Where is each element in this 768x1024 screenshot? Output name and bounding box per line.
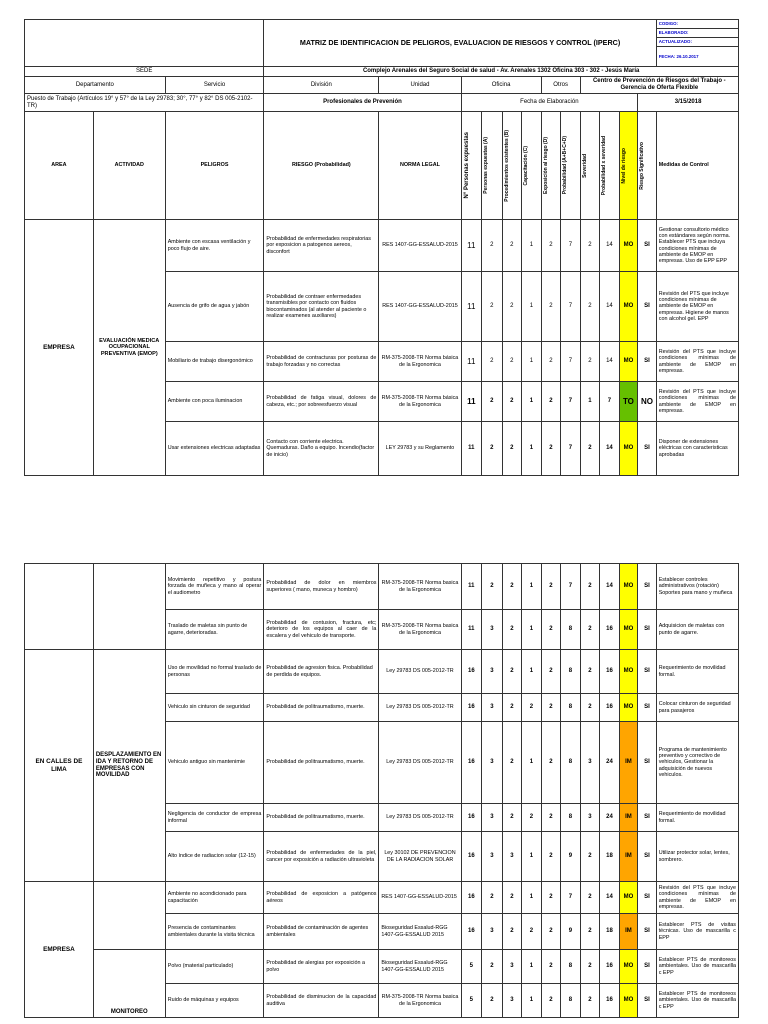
personas-cell: 11: [461, 422, 482, 476]
medidas-cell: Gestionar consultorio médico con estándares según norma. Establecer PTS que incluya condiciones mínimas de ambiente de EMOP en empresas. Uso de EPP EPP: [656, 220, 738, 272]
prob-sev-cell: 16: [600, 610, 620, 650]
riesgo-cell: Probabilidad de contraer enfermedades transmisibles por contacto con fluidos biocontaminados (al atender al paciente o realizar examenes auxiliares): [264, 272, 379, 342]
personas-cell: 16: [461, 722, 482, 804]
departamento-label: Departamento: [25, 77, 166, 94]
medidas-cell: Requerimiento de movilidad formal.: [656, 650, 738, 694]
c-cell: 1: [522, 984, 542, 1018]
table-row: [25, 564, 739, 610]
probabilidad-cell: 7: [561, 220, 581, 272]
severidad-cell: 2: [580, 422, 600, 476]
personas-cell: 11: [461, 382, 482, 422]
d-cell: 2: [541, 694, 561, 722]
nivel-cell: MO: [619, 984, 637, 1018]
norma-cell: RM-375-2008-TR Norma basica de la Ergonomica: [379, 610, 461, 650]
d-cell: 2: [541, 950, 561, 984]
nivel-cell: MO: [619, 694, 637, 722]
peligro-cell: Ausencia de grifo de agua y jabón: [165, 272, 264, 342]
severidad-cell: 2: [580, 564, 600, 610]
c-cell: 1: [522, 832, 542, 882]
a-cell: 2: [482, 882, 503, 914]
a-cell: 3: [482, 722, 503, 804]
severidad-cell: 2: [580, 342, 600, 382]
d-cell: 2: [541, 610, 561, 650]
riesgo-cell: Probabilidad de contracturas por posturas de trabajo forzadas y no correctas: [264, 342, 379, 382]
area-empresa: EMPRESA: [25, 220, 94, 476]
nivel-cell: TO: [619, 382, 637, 422]
significativo-cell: SI: [638, 804, 656, 832]
b-cell: 2: [502, 564, 522, 610]
fecha-elaboracion-value: 3/15/2018: [638, 94, 739, 112]
peligro-cell: Ambiente con escasa ventilación y poco flujo de aire.: [165, 220, 264, 272]
a-cell: 2: [482, 342, 503, 382]
a-cell: 2: [482, 564, 503, 610]
area-blank: [25, 564, 94, 650]
prob-sev-cell: 14: [600, 342, 620, 382]
peligro-cell: Presencia de contaminantes ambientales durante la visita técnica: [165, 914, 264, 950]
c-cell: 1: [522, 564, 542, 610]
medidas-cell: Adquisicion de maletas con punto de agarre.: [656, 610, 738, 650]
riesgo-cell: Probabilidad de enfermedades de la piel, cancer por exposición a radiación ultravioleta: [264, 832, 379, 882]
fecha-elaboracion-label: Fecha de Elaboración: [461, 94, 638, 112]
table-row: [25, 220, 739, 272]
b-cell: 3: [502, 984, 522, 1018]
a-cell: 3: [482, 650, 503, 694]
c-cell: 2: [522, 694, 542, 722]
c-cell: 1: [522, 610, 542, 650]
probabilidad-cell: 7: [561, 342, 581, 382]
c-cell: 1: [522, 220, 542, 272]
actividad-emop: EVALUACIÓN MEDICA OCUPACIONAL PREVENTIVA (EMOP): [93, 220, 165, 476]
personas-cell: 5: [461, 950, 482, 984]
a-cell: 2: [482, 382, 503, 422]
area-en-calles-de-lima: EN CALLES DE LIMA: [25, 650, 94, 882]
c-cell: 2: [522, 804, 542, 832]
c-cell: 1: [522, 950, 542, 984]
medidas-cell: Establecer PTS de monitoreos ambientales. Uso de mascarilla c EPP: [656, 984, 738, 1018]
otros-label: Otros: [541, 77, 580, 94]
severidad-cell: 3: [580, 722, 600, 804]
severidad-cell: 2: [580, 914, 600, 950]
servicio-label: Servicio: [165, 77, 264, 94]
norma-cell: LEY 29783 y su Reglamento: [379, 422, 461, 476]
col-personas-a: Personas expuestas (A): [483, 137, 490, 194]
col-riesgo-significativo: Riesgo Significativo: [639, 141, 646, 190]
puesto-label: Puesto de Trabajo (Artículos 19° y 57° de la Ley 29783; 30°, 77° y 82° DS 005-2102-TR): [25, 94, 264, 112]
significativo-cell: SI: [638, 342, 657, 382]
col-prob-x-sev: Probabilidad x severidad: [601, 135, 608, 196]
riesgo-cell: Probabilidad de fatiga visual, dolores de cabeza, etc.; por sobreesfuerzo visual: [264, 382, 379, 422]
nivel-cell: MO: [619, 882, 637, 914]
riesgo-cell: Contacto con corriente electrica. Quemaduras. Daño a equipo. Incendio(factor de inicio): [264, 422, 379, 476]
probabilidad-cell: 8: [561, 984, 581, 1018]
table-row: [25, 882, 739, 914]
peligro-cell: Polvo (material particulado): [165, 950, 264, 984]
nivel-cell: MO: [619, 342, 637, 382]
nivel-cell: MO: [619, 650, 637, 694]
prob-sev-cell: 14: [600, 220, 620, 272]
norma-cell: RES 1407-GG-ESSALUD-2015: [379, 882, 461, 914]
col-riesgo: RIESGO (Probabilidad): [264, 112, 379, 220]
personas-cell: 11: [461, 272, 482, 342]
probabilidad-cell: 7: [561, 422, 581, 476]
significativo-cell: SI: [638, 722, 656, 804]
riesgo-cell: Probabilidad de politraumatismo, muerte.: [264, 694, 379, 722]
norma-cell: RM-375-2008-TR Norma básica de la Ergonomica: [379, 382, 461, 422]
b-cell: 2: [502, 722, 522, 804]
b-cell: 2: [502, 272, 522, 342]
actividad-blank: [93, 564, 165, 650]
a-cell: 2: [482, 422, 503, 476]
norma-cell: Ley 29783 DS 005-2012-TR: [379, 722, 461, 804]
peligro-cell: Negligencia de conductor de empresa informal: [165, 804, 264, 832]
probabilidad-cell: 7: [561, 882, 581, 914]
table-row: [25, 650, 739, 694]
riesgo-cell: Probabilidad de politraumatismo, muerte.: [264, 722, 379, 804]
col-actividad: ACTIVIDAD: [93, 112, 165, 220]
probabilidad-cell: 7: [561, 272, 581, 342]
significativo-cell: SI: [638, 694, 656, 722]
prob-sev-cell: 24: [600, 804, 620, 832]
severidad-cell: 3: [580, 804, 600, 832]
personas-cell: 11: [461, 342, 482, 382]
peligro-cell: Traslado de maletas sin punto de agarre, deterioradas.: [165, 610, 264, 650]
col-severidad: Severidad: [581, 153, 588, 178]
severidad-cell: 2: [580, 272, 600, 342]
medidas-cell: Utilizar protector solar, lentes, sombrero.: [656, 832, 738, 882]
d-cell: 2: [541, 804, 561, 832]
nivel-cell: IM: [619, 804, 637, 832]
severidad-cell: 1: [580, 382, 600, 422]
peligro-cell: Uso de movilidad no formal traslado de personas: [165, 650, 264, 694]
probabilidad-cell: 8: [561, 650, 581, 694]
peligro-cell: Ambiente no acondicionado para capacitación: [165, 882, 264, 914]
medidas-cell: Establecer PTS de monitoreos ambientales. Uso de mascarilla c EPP: [656, 950, 738, 984]
code-label: CODIGO:: [656, 20, 738, 29]
unidad-label: Unidad: [379, 77, 461, 94]
probabilidad-cell: 8: [561, 722, 581, 804]
personas-cell: 5: [461, 984, 482, 1018]
significativo-cell: SI: [638, 610, 656, 650]
sede-label: SEDE: [25, 67, 264, 77]
peligro-cell: Mobiliario de trabajo disergonómico: [165, 342, 264, 382]
significativo-cell: SI: [638, 272, 657, 342]
a-cell: 2: [482, 272, 503, 342]
b-cell: 2: [502, 804, 522, 832]
c-cell: 1: [522, 722, 542, 804]
probabilidad-cell: 8: [561, 610, 581, 650]
b-cell: 2: [502, 882, 522, 914]
sede-value: Complejo Arenales del Seguro Social de salud - Av. Arenales 1302 Oficina 303 - 302 - Jesús María: [264, 67, 739, 77]
personas-cell: 16: [461, 832, 482, 882]
medidas-cell: Revisión del PTS que incluye condiciones mínimas de ambiente de EMOP en empresas.: [656, 342, 738, 382]
nivel-cell: IM: [619, 722, 637, 804]
d-cell: 2: [541, 722, 561, 804]
personas-cell: 16: [461, 694, 482, 722]
peligro-cell: Vehiculo antiguo sin mantenimie: [165, 722, 264, 804]
b-cell: 2: [502, 694, 522, 722]
riesgo-cell: Probabilidad de politraumatismo, muerte.: [264, 804, 379, 832]
b-cell: 2: [502, 610, 522, 650]
medidas-cell: Disponer de extensiones eléctricas con caracteristicas aprobadas: [656, 422, 738, 476]
a-cell: 3: [482, 610, 503, 650]
riesgo-cell: Probabilidad de alergias por exposición a polvo: [264, 950, 379, 984]
col-probabilidad: Probabilidad (A+B+C+D): [562, 136, 569, 195]
d-cell: 2: [541, 650, 561, 694]
norma-cell: Ley 30102 DE PREVENCION DE LA RADIACION SOLAR: [379, 832, 461, 882]
prob-sev-cell: 24: [600, 722, 620, 804]
prob-sev-cell: 16: [600, 950, 620, 984]
norma-cell: RM-375-2008-TR Norma basica de la Ergonomica: [379, 564, 461, 610]
probabilidad-cell: 8: [561, 804, 581, 832]
d-cell: 2: [541, 914, 561, 950]
severidad-cell: 2: [580, 984, 600, 1018]
medidas-cell: Establecer PTS de visitas técnicas. Uso de mascarilla c EPP: [656, 914, 738, 950]
d-cell: 2: [541, 220, 561, 272]
d-cell: 2: [541, 422, 561, 476]
a-cell: 3: [482, 914, 503, 950]
prob-sev-cell: 14: [600, 564, 620, 610]
riesgo-cell: Probabilidad de contusion, fractura, etc; deterioro de los equipos al caer de la escalera y del vehiculo de transporte.: [264, 610, 379, 650]
col-procedimientos-b: Procedimientos existentes (B): [503, 129, 510, 202]
personas-cell: 11: [461, 610, 482, 650]
col-capacitacion-c: Capacitación (C): [523, 145, 530, 186]
b-cell: 2: [502, 422, 522, 476]
d-cell: 2: [541, 882, 561, 914]
elaborado-label: ELABORADO:: [656, 29, 738, 38]
col-nivel-riesgo: Nivel de riesgo: [620, 147, 627, 184]
actividad-blank-2: [93, 882, 165, 950]
col-exposicion-d: Exposición al riesgo (D): [542, 137, 549, 194]
norma-cell: RM-375-2008-TR Norma basica de la Ergonomica: [379, 984, 461, 1018]
nivel-cell: MO: [619, 950, 637, 984]
actividad-desplazamiento: DESPLAZAMIENTO EN IDA Y RETORNO DE EMPRESAS CON MOVILIDAD: [93, 650, 165, 882]
peligro-cell: Ruido de máquinas y equipos: [165, 984, 264, 1018]
significativo-cell: SI: [638, 220, 657, 272]
area-empresa-2: EMPRESA: [25, 882, 94, 1018]
d-cell: 2: [541, 272, 561, 342]
prob-sev-cell: 18: [600, 832, 620, 882]
severidad-cell: 2: [580, 610, 600, 650]
norma-cell: Bioseguridad Essalud-RGG 1407-GG-ESSALUD 2015: [379, 950, 461, 984]
b-cell: 2: [502, 342, 522, 382]
col-norma: NORMA LEGAL: [379, 112, 461, 220]
norma-cell: Bioseguridad Essalud-RGG 1407-GG-ESSALUD 2015: [379, 914, 461, 950]
d-cell: 2: [541, 342, 561, 382]
a-cell: 2: [482, 984, 503, 1018]
norma-cell: RES 1407-GG-ESSALUD-2015: [379, 272, 461, 342]
significativo-cell: SI: [638, 650, 656, 694]
d-cell: 2: [541, 564, 561, 610]
actualizado-label: ACTUALIZADO:: [656, 38, 738, 47]
riesgo-cell: Probabilidad de contaminación de agentes ambientales: [264, 914, 379, 950]
severidad-cell: 2: [580, 694, 600, 722]
nivel-cell: IM: [619, 832, 637, 882]
prob-sev-cell: 16: [600, 650, 620, 694]
c-cell: 1: [522, 272, 542, 342]
b-cell: 3: [502, 950, 522, 984]
prob-sev-cell: 14: [600, 272, 620, 342]
medidas-cell: Revisión del PTS que incluye condiciones mínimas de ambiente de EMOP en empresas.: [656, 882, 738, 914]
c-cell: 1: [522, 342, 542, 382]
personas-cell: 16: [461, 914, 482, 950]
a-cell: 2: [482, 220, 503, 272]
a-cell: 3: [482, 804, 503, 832]
c-cell: 1: [522, 422, 542, 476]
norma-cell: RES 1407-GG-ESSALUD-2015: [379, 220, 461, 272]
division-label: División: [264, 77, 379, 94]
personas-cell: 11: [461, 564, 482, 610]
peligro-cell: Vehiculo sin cinturon de seguridad: [165, 694, 264, 722]
probabilidad-cell: 9: [561, 832, 581, 882]
norma-cell: Ley 29783 DS 005-2012-TR: [379, 804, 461, 832]
col-area: AREA: [25, 112, 94, 220]
table-row: [25, 950, 739, 984]
prob-sev-cell: 14: [600, 882, 620, 914]
c-cell: 2: [522, 914, 542, 950]
medidas-cell: Programa de mantenimiento preventivo y correctivo de vehiculos, Gestionar la adquisición de nuevos vehiculos.: [656, 722, 738, 804]
norma-cell: Ley 29783 DS 005-2012-TR: [379, 694, 461, 722]
riesgo-cell: Probabilidad de exposicion a patógenos aéreos: [264, 882, 379, 914]
peligro-cell: Movimiento repetitivo y postura forzada de muñeca y mano al operar el audiometro: [165, 564, 264, 610]
probabilidad-cell: 9: [561, 914, 581, 950]
personas-cell: 16: [461, 804, 482, 832]
c-cell: 1: [522, 882, 542, 914]
personas-cell: 16: [461, 650, 482, 694]
col-personas: N° Personas expuestas: [463, 132, 470, 199]
nivel-cell: IM: [619, 914, 637, 950]
medidas-cell: Establecer controles administrativos (rotación) Soportes para mano y muñeca: [656, 564, 738, 610]
significativo-cell: SI: [638, 984, 656, 1018]
profesionales-value: Profesionales de Prevenión: [264, 94, 461, 112]
severidad-cell: 2: [580, 882, 600, 914]
iperc-matrix-page-1: [24, 19, 739, 476]
significativo-cell: NO: [638, 382, 657, 422]
centro-value: Centro de Prevención de Riesgos del Trabajo - Gerencia de Oferta Flexible: [580, 77, 738, 94]
peligro-cell: Usar extensiones electricas adaptadas: [165, 422, 264, 476]
prob-sev-cell: 14: [600, 422, 620, 476]
a-cell: 3: [482, 694, 503, 722]
peligro-cell: Ambiente con poca iluminacion: [165, 382, 264, 422]
d-cell: 2: [541, 984, 561, 1018]
probabilidad-cell: 7: [561, 382, 581, 422]
prob-sev-cell: 7: [600, 382, 620, 422]
medidas-cell: Revisión del PTS que incluye condiciones mínimas de ambiente de EMOP en empresas. Higiene de manos con alcohol gel. EPP: [656, 272, 738, 342]
logo-area: [25, 20, 264, 67]
riesgo-cell: Probabilidad de agresion fisica. Probabilidad de perdida de equipos.: [264, 650, 379, 694]
b-cell: 2: [502, 650, 522, 694]
norma-cell: RM-375-2008-TR Norma básica de la Ergonomica: [379, 342, 461, 382]
severidad-cell: 2: [580, 650, 600, 694]
severidad-cell: 2: [580, 832, 600, 882]
document-title: MATRIZ DE IDENTIFICACION DE PELIGROS, EVALUACION DE RIESGOS Y CONTROL (IPERC): [264, 20, 656, 67]
iperc-matrix-page-2: [24, 563, 739, 1018]
nivel-cell: MO: [619, 220, 637, 272]
severidad-cell: 2: [580, 950, 600, 984]
nivel-cell: MO: [619, 610, 637, 650]
b-cell: 2: [502, 382, 522, 422]
prob-sev-cell: 18: [600, 914, 620, 950]
medidas-cell: Colocar cinturon de seguridad para pasajeros: [656, 694, 738, 722]
probabilidad-cell: 8: [561, 694, 581, 722]
c-cell: 1: [522, 382, 542, 422]
medidas-cell: Requerimiento de movilidad formal.: [656, 804, 738, 832]
probabilidad-cell: 8: [561, 950, 581, 984]
significativo-cell: SI: [638, 882, 656, 914]
col-peligros: PELIGROS: [165, 112, 264, 220]
significativo-cell: SI: [638, 422, 657, 476]
b-cell: 2: [502, 220, 522, 272]
nivel-cell: MO: [619, 422, 637, 476]
d-cell: 2: [541, 382, 561, 422]
prob-sev-cell: 16: [600, 694, 620, 722]
c-cell: 1: [522, 650, 542, 694]
medidas-cell: Revisión del PTS que incluye condiciones mínimas de ambiente de EMOP en empresas.: [656, 382, 738, 422]
personas-cell: 11: [461, 220, 482, 272]
significativo-cell: SI: [638, 832, 656, 882]
probabilidad-cell: 7: [561, 564, 581, 610]
norma-cell: Ley 29783 DS 005-2012-TR: [379, 650, 461, 694]
riesgo-cell: Probabilidad de dolor en miembros superiores ( mano, muneca y hombro): [264, 564, 379, 610]
nivel-cell: MO: [619, 272, 637, 342]
actividad-monitoreo: MONITOREO: [93, 950, 165, 1018]
significativo-cell: SI: [638, 914, 656, 950]
peligro-cell: Alto índice de radiacion solar (12-15): [165, 832, 264, 882]
a-cell: 2: [482, 950, 503, 984]
significativo-cell: SI: [638, 950, 656, 984]
riesgo-cell: Probabilidad de disminucion de la capacidad auditiva: [264, 984, 379, 1018]
b-cell: 2: [502, 914, 522, 950]
b-cell: 3: [502, 832, 522, 882]
personas-cell: 16: [461, 882, 482, 914]
severidad-cell: 2: [580, 220, 600, 272]
prob-sev-cell: 16: [600, 984, 620, 1018]
significativo-cell: SI: [638, 564, 656, 610]
fecha-label: FECHA: 26.10.2017: [656, 47, 738, 67]
nivel-cell: MO: [619, 564, 637, 610]
col-medidas: Medidas de Control: [656, 112, 738, 220]
a-cell: 3: [482, 832, 503, 882]
riesgo-cell: Probabilidad de enfermedades respiratorias por exposicion a patogenos aereos, disconfort: [264, 220, 379, 272]
oficina-label: Oficina: [461, 77, 541, 94]
d-cell: 2: [541, 832, 561, 882]
